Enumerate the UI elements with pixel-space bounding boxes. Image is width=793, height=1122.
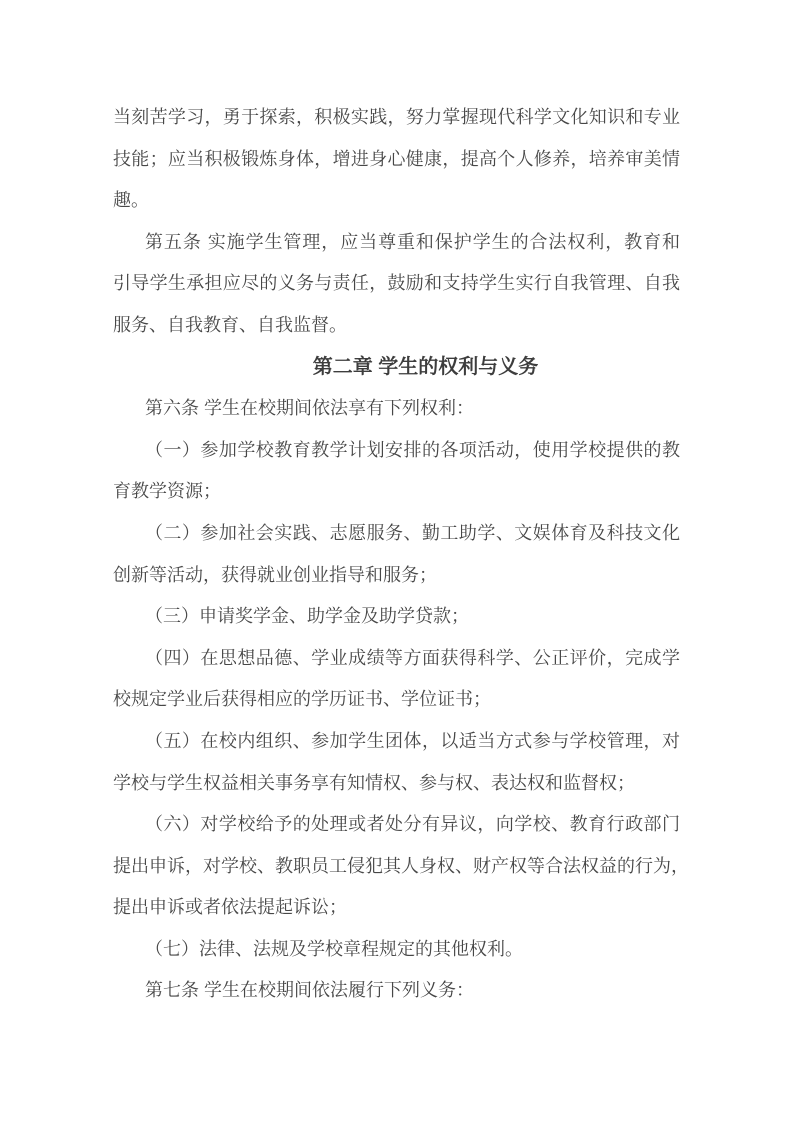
article-6-item-5: [113, 721, 680, 804]
text-line: （一）参加学校教育教学计划安排的各项活动，使用学校提供的教: [145, 439, 680, 460]
article-6-item-1: [113, 430, 680, 513]
text-line: 当刻苦学习，勇于探索，积极实践，努力掌握现代科学文化知识和专业: [113, 107, 680, 127]
text-line: 提出申诉，对学校、教职员工侵犯其人身权、财产权等合法权益的行为，: [113, 855, 689, 876]
text-line: （四）在思想品德、学业成绩等方面获得科学、公正评价，完成学: [145, 647, 680, 668]
article-6-item-7: [113, 929, 680, 971]
text-line: 引导学生承担应尽的义务与责任，鼓励和支持学生实行自我管理、自我: [113, 273, 680, 294]
text-line: （五）在校内组织、参加学生团体，以适当方式参与学校管理，对: [145, 730, 680, 751]
text-line: （六）对学校给予的处理或者处分有异议，向学校、教育行政部门: [145, 814, 680, 835]
chapter-2-heading: [113, 347, 680, 389]
article-6-item-6: [113, 804, 689, 929]
text-line: 创新等活动，获得就业创业指导和服务；: [113, 564, 437, 585]
text-line: 第六条 学生在校期间依法享有下列权利：: [145, 398, 474, 419]
text-line: 育教学资源；: [113, 481, 221, 502]
text-line: 提出申诉或者依法提起诉讼；: [113, 897, 347, 918]
text-line: （三）申请奖学金、助学金及助学贷款；: [145, 606, 469, 627]
text-line: （二）参加社会实践、志愿服务、勤工助学、文娱体育及科技文化: [145, 522, 680, 543]
text-line: （七）法律、法规及学校章程规定的其他权利。: [145, 938, 523, 959]
article-6-item-3: [113, 596, 680, 638]
article-6-item-4: [113, 638, 680, 721]
text-line: 技能；应当积极锻炼身体，增进身心健康，提高个人修养，培养审美情: [113, 148, 680, 169]
text-line: 第七条 学生在校期间依法履行下列义务：: [145, 980, 474, 1001]
text-line: 学校与学生权益相关事务享有知情权、参与权、表达权和监督权；: [113, 772, 635, 793]
article-7-paragraph: [113, 970, 680, 1012]
text-line: 趣。: [113, 190, 149, 211]
article-5-paragraph: [113, 222, 680, 347]
text-line: 校规定学业后获得相应的学历证书、学位证书；: [113, 689, 491, 710]
article-6-item-2: [113, 513, 680, 596]
text-line: 第二章 学生的权利与义务: [312, 355, 539, 378]
text-line: 第五条 实施学生管理，应当尊重和保护学生的合法权利，教育和: [145, 231, 680, 252]
intro-continuation-paragraph: [113, 97, 680, 222]
article-6-paragraph: [113, 388, 680, 430]
text-line: 服务、自我教育、自我监督。: [113, 314, 347, 335]
